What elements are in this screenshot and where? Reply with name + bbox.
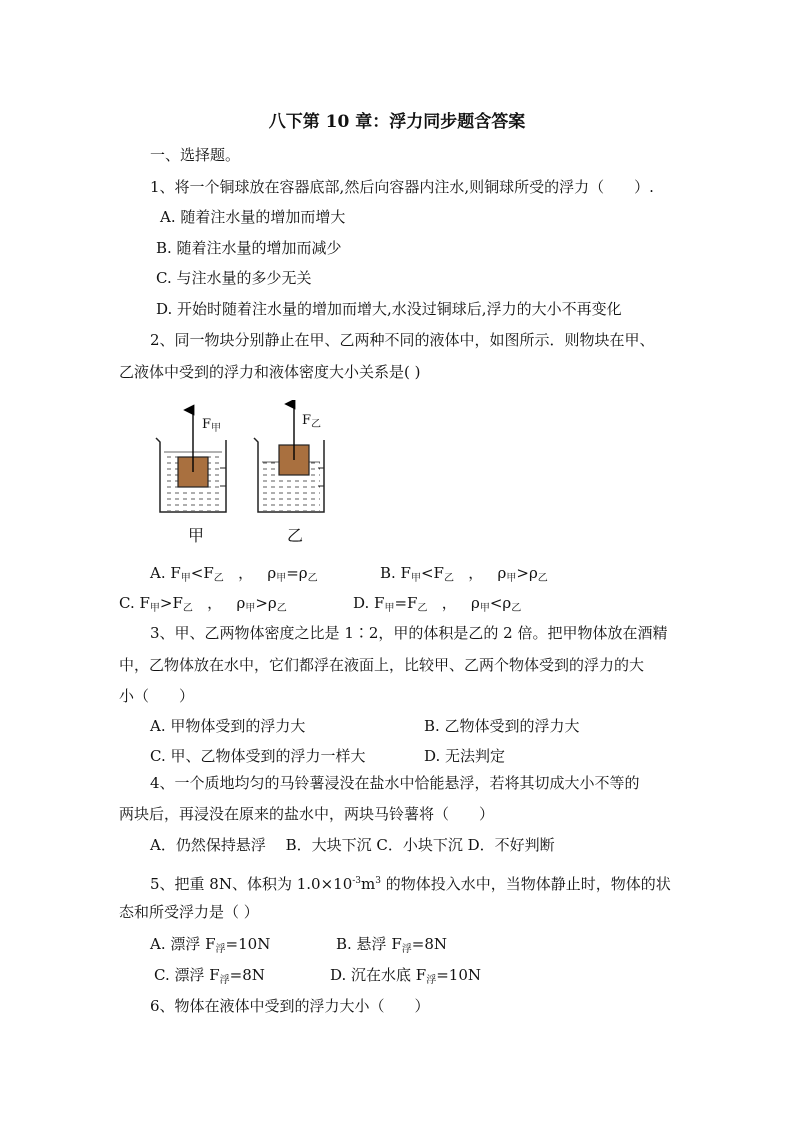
q2-option-b: B. $F_甲<F_乙$ ， $\rho_甲>\rho_乙$ (380, 564, 548, 584)
q5-stem-line1: 5、把重 8N、体积为 $1.0\times 10^{-3}m^3$ 的物体投入水中，当物体静止时，物体的状 (150, 875, 671, 893)
q2-stem-line2: 乙液体中受到的浮力和液体密度大小关系是( ) (119, 363, 421, 381)
q4-stem-line1: 4、一个质地均匀的马铃薯浸没在盐水中恰能悬浮，若将其切成大小不等的 (150, 774, 640, 792)
q6-stem: 6、物体在液体中受到的浮力大小（ ） (150, 997, 430, 1015)
q2-option-c: C. $F_甲>F_乙$ ， $\rho_甲>\rho_乙$ (119, 594, 287, 614)
q4-options: A．仍然保持悬浮 B．大块下沉 C．小块下沉 D．不好判断 (150, 836, 555, 854)
beaker-figure (150, 400, 330, 545)
q3-stem-line3: 小（ ） (119, 687, 195, 705)
q3-stem-line2: 中，乙物体放在水中，它们都浮在液面上，比较甲、乙两个物体受到的浮力的大 (119, 656, 645, 674)
q1-option-c: C. 与注水量的多少无关 (156, 269, 312, 287)
q4-stem-line2: 两块后，再浸没在原来的盐水中，两块马铃薯将（ ） (119, 805, 495, 823)
q5-option-b: B. 悬浮 $F_浮=8N$ (336, 935, 447, 955)
beaker-label-right: 乙 (287, 526, 304, 545)
q3-option-c: C. 甲、乙物体受到的浮力一样大 (150, 747, 366, 765)
q5-option-c: C. 漂浮 $F_浮=8N$ (154, 966, 265, 986)
q3-option-a: A. 甲物体受到的浮力大 (150, 717, 306, 735)
q5-stem-line2: 态和所受浮力是（ ） (119, 903, 259, 921)
q1-option-d: D. 开始时随着注水量的增加而增大,水没过铜球后,浮力的大小不再变化 (156, 300, 622, 318)
q3-option-d: D. 无法判定 (424, 747, 506, 765)
force-label-left: $F_甲$ (202, 417, 222, 434)
q3-option-b: B. 乙物体受到的浮力大 (424, 717, 580, 735)
q1-stem: 1、将一个铜球放在容器底部,然后向容器内注水,则铜球所受的浮力（ ）. (150, 178, 654, 196)
q2-option-d: D. $F_甲=F_乙$ ， $\rho_甲<\rho_乙$ (353, 594, 522, 614)
q1-option-b: B. 随着注水量的增加而减少 (156, 239, 342, 257)
force-label-right: $F_乙$ (302, 413, 322, 430)
beaker-label-left: 甲 (188, 526, 205, 545)
section-heading: 一、选择题。 (150, 146, 241, 164)
q1-option-a: A. 随着注水量的增加而增大 (160, 208, 346, 226)
page-title: 八下第 10 章：浮力同步题含答案 (268, 112, 526, 132)
q3-stem-line1: 3、甲、乙两物体密度之比是 1∶2，甲的体积是乙的 2 倍。把甲物体放在酒精 (150, 624, 668, 642)
q2-option-a: A. $F_甲<F_乙$ ， $\rho_甲=\rho_乙$ (150, 564, 318, 584)
q5-option-a: A. 漂浮 $F_浮=10N$ (150, 935, 271, 955)
q2-stem-line1: 2、同一物块分别静止在甲、乙两种不同的液体中，如图所示．则物块在甲、 (150, 331, 655, 349)
q5-option-d: D. 沉在水底 $F_浮=10N$ (330, 966, 481, 986)
